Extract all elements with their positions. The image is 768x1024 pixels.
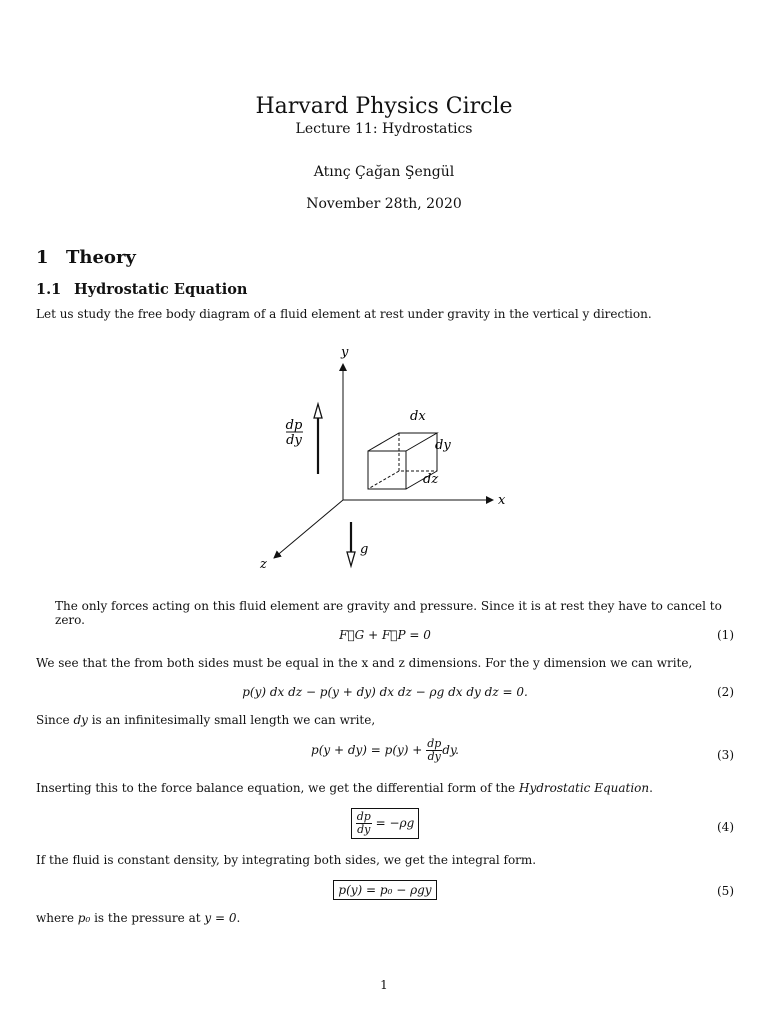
z-axis: [274, 500, 343, 558]
section-number: 1: [36, 247, 49, 268]
where-text-mid: is the pressure at: [90, 911, 205, 925]
equation-2-body: p(y) dx dz − p(y + dy) dx dz − ρg dx dy dz = 0.: [242, 685, 528, 699]
gravity-label: g: [360, 542, 369, 557]
y-axis-label: y: [341, 345, 349, 360]
document-title: Harvard Physics Circle: [255, 94, 513, 119]
equation-1-body: F⃗G + F⃗P = 0: [339, 628, 431, 642]
equation-3: [36, 738, 734, 772]
gravity-arrow: [347, 522, 355, 566]
dx-label: dx: [410, 409, 426, 424]
equation-1-tag: (1): [717, 628, 734, 642]
subsection-title: Hydrostatic Equation: [74, 281, 248, 298]
equation-5: [36, 880, 734, 904]
equation-4-tag: (4): [717, 820, 734, 834]
equation-4: [36, 808, 734, 846]
dz-label: dz: [423, 472, 439, 487]
equation-2-tag: (2): [717, 685, 734, 699]
since-paragraph: [36, 713, 736, 727]
forces-paragraph: The only forces acting on this fluid element are gravity and pressure. Since it is at rest they have to cancel to zero.: [55, 599, 722, 627]
equation-4-denominator: dy: [357, 823, 371, 837]
pressure-gradient-arrow: [314, 404, 322, 474]
equation-3-denominator: dy: [427, 750, 441, 764]
where-text-pre: where: [36, 911, 78, 925]
lecture-subtitle: Lecture 11: Hydrostatics: [295, 121, 473, 137]
inserting-emphasis: Hydrostatic Equation: [518, 781, 650, 795]
where-equation: y = 0: [204, 911, 237, 925]
dy-label: dy: [435, 438, 451, 453]
since-variable: dy: [73, 713, 88, 727]
dp-dy-numerator: dp: [285, 418, 303, 433]
section-heading: [36, 247, 136, 268]
dp-dy-denominator: dy: [286, 433, 302, 448]
equation-1: [36, 628, 734, 644]
section-title: Theory: [66, 247, 136, 268]
inserting-paragraph: [36, 781, 736, 795]
equation-3-tag: (3): [717, 748, 734, 762]
page-number: 1: [380, 978, 388, 992]
equation-2: [36, 685, 734, 701]
z-axis-label: z: [260, 557, 267, 572]
equation-3-fraction: [426, 738, 442, 763]
where-paragraph: [36, 911, 736, 925]
constant-density-paragraph: If the fluid is constant density, by integrating both sides, we get the integral form.: [36, 853, 537, 867]
equation-3-rhs: dy.: [442, 743, 459, 758]
both-sides-paragraph: We see that the from both sides must be equal in the x and z dimensions. For the y dimension we can write,: [36, 656, 693, 670]
intro-paragraph: Let us study the free body diagram of a fluid element at rest under gravity in the vertical y direction.: [36, 307, 652, 321]
inserting-text-pre: Inserting this to the force balance equation, we get the differential form of the: [36, 781, 519, 795]
where-text-post: .: [236, 911, 241, 925]
x-axis-label: x: [498, 493, 506, 508]
free-body-diagram: [250, 340, 530, 580]
equation-3-numerator: dp: [427, 737, 442, 750]
inserting-text-post: .: [649, 781, 653, 795]
equation-4-fraction: [356, 811, 372, 836]
equation-4-box: [351, 808, 420, 839]
equation-5-tag: (5): [717, 884, 734, 898]
subsection-heading: [36, 281, 247, 298]
where-variable: p₀: [77, 911, 91, 925]
equation-4-rhs: = −ρg: [371, 816, 415, 831]
equation-5-box: p(y) = p₀ − ρgy: [333, 880, 436, 900]
author-name: Atınç Çağan Şengül: [313, 164, 455, 180]
equation-4-numerator: dp: [356, 810, 371, 823]
equation-3-lhs: p(y + dy) = p(y) +: [311, 743, 427, 758]
since-text-post: is an infinitesimally small length we can write,: [87, 713, 376, 727]
since-text-pre: Since: [36, 713, 74, 727]
subsection-number: 1.1: [36, 281, 62, 298]
document-date: November 28th, 2020: [306, 196, 462, 212]
